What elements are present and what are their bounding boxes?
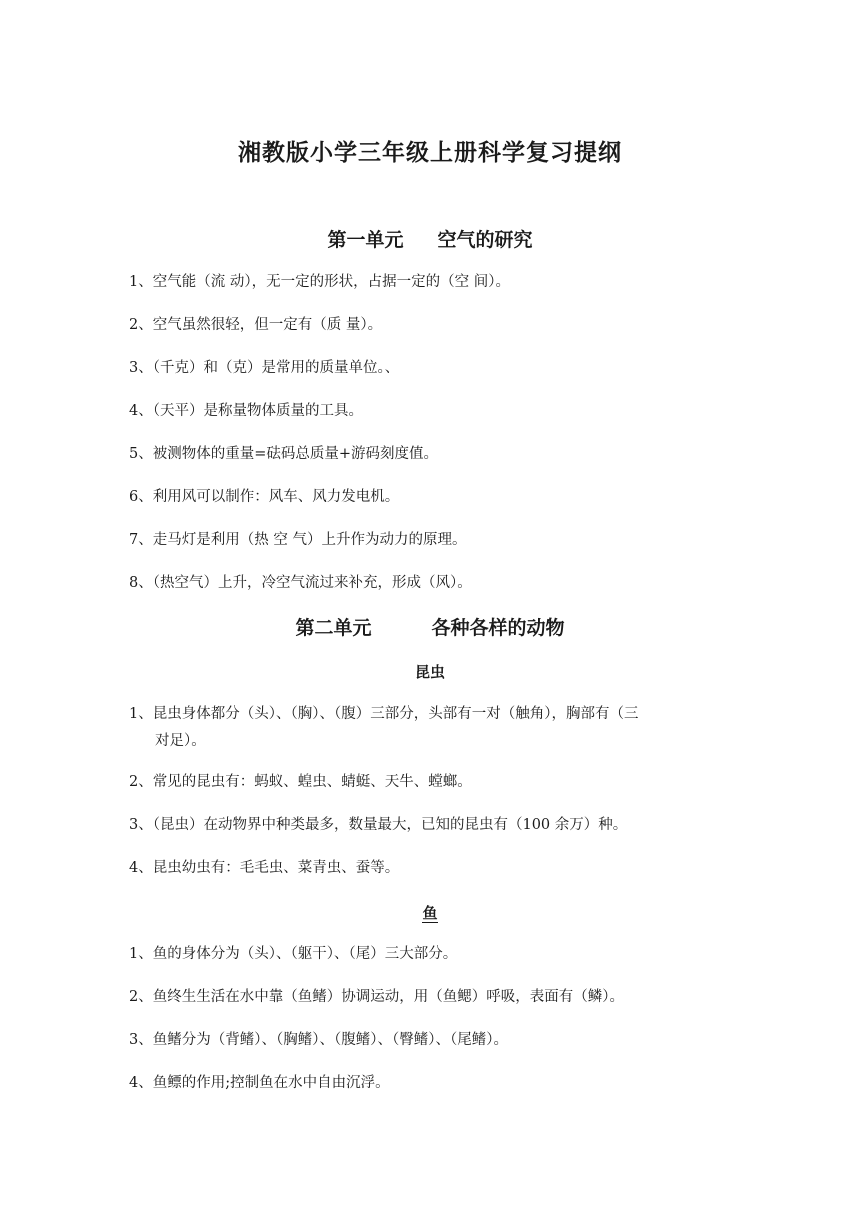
unit1-item-7: 7、走马灯是利用（热 空 气）上升作为动力的原理。 [129,532,467,548]
unit1-item-4: 4、（天平）是称量物体质量的工具。 [129,403,363,419]
fish-item-1: 1、鱼的身体分为（头）、（躯干）、（尾）三大部分。 [129,946,458,962]
unit2-heading [0,613,860,640]
fish-item-4: 4、鱼鳔的作用;控制鱼在水中自由沉浮。 [129,1075,390,1091]
document-title: 湘教版小学三年级上册科学复习提纲 [238,140,622,166]
insects-item-1 [129,700,739,728]
unit1-name: 空气的研究 [437,229,533,251]
unit2-name: 各种各样的动物 [431,617,565,639]
unit1-item-6: 6、利用风可以制作：风车、风力发电机。 [129,489,400,505]
fish-heading [0,902,860,923]
unit1-item-5: 5、被测物体的重量=砝码总质量+游码刻度值。 [129,446,439,462]
insects-item-1-line1: 1、昆虫身体都分（头）、（胸）、（腹）三部分，头部有一对（触角），胸部有（三 [129,706,639,722]
unit1-label: 第一单元 [327,229,404,251]
insects-heading: 昆虫 [414,663,445,681]
insects-item-4: 4、昆虫幼虫有：毛毛虫、菜青虫、蚕等。 [129,860,400,876]
fish-heading-text: 鱼 [422,904,438,922]
unit1-item-2: 2、空气虽然很轻，但一定有（质 量）。 [129,317,383,333]
insects-item-1-continuation: 对足）。 [155,733,206,749]
insects-item-2: 2、常见的昆虫有：蚂蚁、蝗虫、蜻蜓、天牛、螳螂。 [129,774,472,790]
fish-item-3: 3、鱼鳍分为（背鳍）、（胸鳍）、（腹鳍）、（臀鳍）、（尾鳍）。 [129,1032,508,1048]
unit2-label: 第二单元 [295,617,372,639]
unit1-item-8: 8、（热空气）上升，冷空气流过来补充，形成（风）。 [129,575,472,591]
unit1-heading [0,225,860,252]
fish-item-2: 2、鱼终生生活在水中靠（鱼鳍）协调运动，用（鱼鳃）呼吸，表面有（鳞）。 [129,989,624,1005]
unit1-item-3: 3、（千克）和（克）是常用的质量单位。、 [129,360,400,376]
insects-item-3: 3、（昆虫）在动物界中种类最多，数量最大，已知的昆虫有（100 余万）种。 [129,817,628,833]
unit1-item-1: 1、空气能（流 动），无一定的形状，占据一定的（空 间）。 [129,274,510,290]
